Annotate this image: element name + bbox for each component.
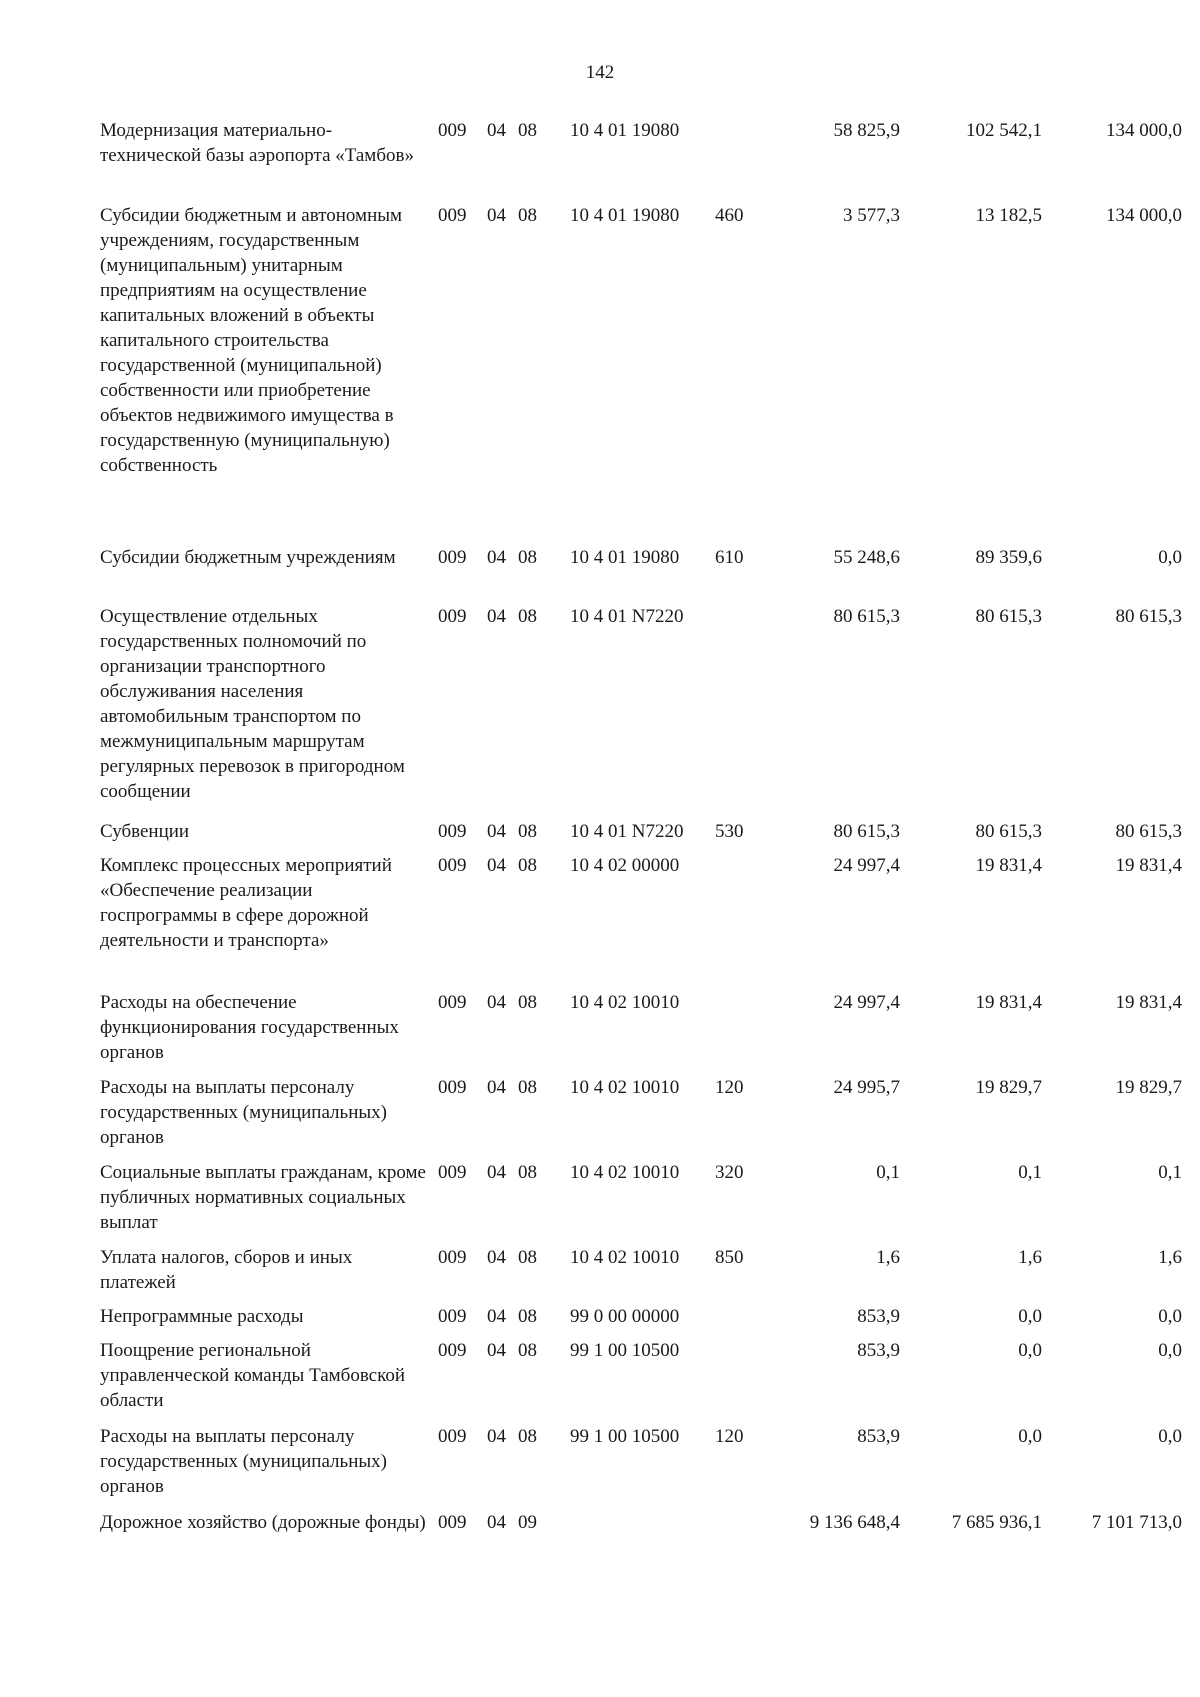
row-value-2: 0,0 [1018,1306,1042,1327]
row-name: Модернизация материально-технической базы аэропорта «Тамбов» [100,120,414,166]
row-value-2: 0,0 [1018,1426,1042,1447]
row-subsection: 08 [518,205,537,226]
row-target: 10 4 02 10010 [570,1162,680,1183]
row-value-1: 853,9 [857,1306,900,1327]
row-value-1: 24 995,7 [833,1077,900,1098]
row-section: 04 [487,1306,506,1327]
row-section: 04 [487,606,506,627]
row-section: 04 [487,547,506,568]
row-value-2: 80 615,3 [975,821,1042,842]
row-value-2: 19 831,4 [975,855,1042,876]
row-value-1: 58 825,9 [833,120,900,141]
row-ministry: 009 [438,1306,467,1327]
row-section: 04 [487,1162,506,1183]
row-subsection: 08 [518,1077,537,1098]
row-ministry: 009 [438,1077,467,1098]
row-ministry: 009 [438,1512,467,1533]
row-value-1: 3 577,3 [843,205,900,226]
row-exptype: 320 [715,1162,744,1183]
row-name: Социальные выплаты гражданам, кроме публичных нормативных социальных выплат [100,1162,426,1233]
row-name: Осуществление отдельных государственных полномочий по организации транспортного обслуживания населения автомобильным транспортом по межмуниципальным маршрутам регулярных перевозок в пригородном сообщении [100,606,405,802]
row-target: 10 4 01 N7220 [570,606,684,627]
row-value-1: 1,6 [876,1247,900,1268]
row-section: 04 [487,1247,506,1268]
row-value-2: 19 831,4 [975,992,1042,1013]
row-exptype: 850 [715,1247,744,1268]
row-value-1: 853,9 [857,1340,900,1361]
row-value-2: 13 182,5 [975,205,1042,226]
row-target: 10 4 01 19080 [570,205,680,226]
row-subsection: 08 [518,1162,537,1183]
row-value-2: 89 359,6 [975,547,1042,568]
row-name: Субсидии бюджетным учреждениям [100,547,396,568]
row-subsection: 09 [518,1512,537,1533]
row-value-3: 1,6 [1158,1247,1182,1268]
row-subsection: 08 [518,821,537,842]
row-target: 99 0 00 00000 [570,1306,680,1327]
row-section: 04 [487,205,506,226]
row-value-3: 19 831,4 [1115,992,1182,1013]
row-value-2: 1,6 [1018,1247,1042,1268]
row-value-3: 134 000,0 [1106,205,1182,226]
row-value-3: 80 615,3 [1115,606,1182,627]
row-name: Субсидии бюджетным и автономным учреждениям, государственным (муниципальным) унитарным предприятиям на осуществление капитальных вложений в объекты капитального строительства государственной (муниципальной) собственности или приобретение объектов недвижимого имущества в государственную (муниципальную) собственность [100,205,403,476]
row-section: 04 [487,120,506,141]
row-value-3: 19 831,4 [1115,855,1182,876]
row-ministry: 009 [438,1426,467,1447]
row-value-1: 55 248,6 [833,547,900,568]
row-value-2: 0,1 [1018,1162,1042,1183]
row-ministry: 009 [438,855,467,876]
row-ministry: 009 [438,547,467,568]
row-value-3: 0,0 [1158,1340,1182,1361]
row-value-3: 134 000,0 [1106,120,1182,141]
row-ministry: 009 [438,821,467,842]
row-target: 99 1 00 10500 [570,1426,680,1447]
row-exptype: 120 [715,1077,744,1098]
row-name: Поощрение региональной управленческой команды Тамбовской области [100,1340,406,1411]
row-subsection: 08 [518,1247,537,1268]
row-value-3: 0,0 [1158,1426,1182,1447]
row-value-1: 24 997,4 [833,855,900,876]
row-value-1: 9 136 648,4 [809,1512,900,1533]
row-value-3: 7 101 713,0 [1091,1512,1182,1533]
row-target: 99 1 00 10500 [570,1340,680,1361]
row-ministry: 009 [438,1162,467,1183]
row-value-1: 80 615,3 [833,606,900,627]
row-value-3: 80 615,3 [1115,821,1182,842]
row-exptype: 610 [715,547,744,568]
row-subsection: 08 [518,1340,537,1361]
row-target: 10 4 02 10010 [570,1247,680,1268]
row-value-2: 19 829,7 [975,1077,1042,1098]
row-section: 04 [487,855,506,876]
row-value-1: 24 997,4 [833,992,900,1013]
row-value-2: 0,0 [1018,1340,1042,1361]
row-subsection: 08 [518,855,537,876]
row-value-2: 7 685 936,1 [951,1512,1042,1533]
row-name: Уплата налогов, сборов и иных платежей [100,1247,353,1293]
page-number: 142 [585,62,615,83]
row-section: 04 [487,1512,506,1533]
row-target: 10 4 02 10010 [570,992,680,1013]
row-ministry: 009 [438,120,467,141]
row-target: 10 4 01 N7220 [570,821,684,842]
row-name: Расходы на выплаты персоналу государственных (муниципальных) органов [100,1426,387,1497]
row-ministry: 009 [438,205,467,226]
row-name: Расходы на обеспечение функционирования государственных органов [100,992,399,1063]
row-section: 04 [487,1077,506,1098]
row-name: Комплекс процессных мероприятий «Обеспечение реализации госпрограммы в сфере дорожной деятельности и транспорта» [100,855,392,951]
row-target: 10 4 01 19080 [570,120,680,141]
row-subsection: 08 [518,606,537,627]
row-section: 04 [487,1340,506,1361]
row-exptype: 530 [715,821,744,842]
row-value-3: 0,0 [1158,1306,1182,1327]
row-value-3: 19 829,7 [1115,1077,1182,1098]
row-name: Расходы на выплаты персоналу государственных (муниципальных) органов [100,1077,387,1148]
row-subsection: 08 [518,1426,537,1447]
row-exptype: 120 [715,1426,744,1447]
row-section: 04 [487,992,506,1013]
row-subsection: 08 [518,547,537,568]
row-section: 04 [487,821,506,842]
row-target: 10 4 02 00000 [570,855,680,876]
row-value-3: 0,1 [1158,1162,1182,1183]
row-ministry: 009 [438,1247,467,1268]
row-target: 10 4 02 10010 [570,1077,680,1098]
row-name: Субвенции [100,821,190,842]
row-exptype: 460 [715,205,744,226]
row-name: Дорожное хозяйство (дорожные фонды) [100,1512,426,1533]
row-value-2: 102 542,1 [966,120,1042,141]
row-target: 10 4 01 19080 [570,547,680,568]
row-ministry: 009 [438,992,467,1013]
row-ministry: 009 [438,1340,467,1361]
row-subsection: 08 [518,1306,537,1327]
row-subsection: 08 [518,120,537,141]
row-value-2: 80 615,3 [975,606,1042,627]
row-section: 04 [487,1426,506,1447]
row-ministry: 009 [438,606,467,627]
row-value-1: 0,1 [876,1162,900,1183]
row-value-1: 853,9 [857,1426,900,1447]
row-name: Непрограммные расходы [100,1306,304,1327]
row-value-3: 0,0 [1158,547,1182,568]
row-subsection: 08 [518,992,537,1013]
row-value-1: 80 615,3 [833,821,900,842]
